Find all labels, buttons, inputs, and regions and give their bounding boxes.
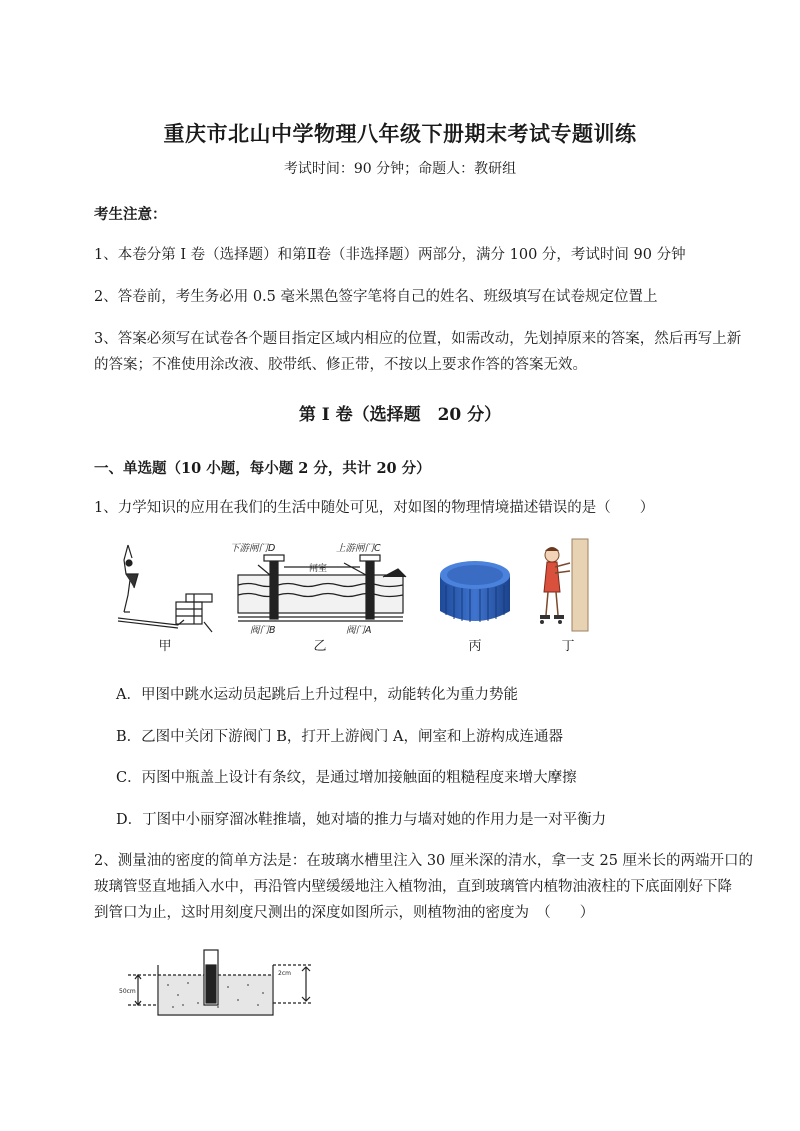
q2-stem-line-1: 2、测量油的密度的简单方法是：在玻璃水槽里注入 30 厘米深的清水，拿一支 25 厘米长的两端开口的 — [94, 853, 754, 869]
section-title: 第 I 卷（选择题 20 分） — [298, 405, 502, 425]
exam-info: 考试时间：90 分钟；命题人：教研组 — [283, 161, 517, 177]
q1-option-a[interactable]: A．甲图中跳水运动员起跳后上升过程中，动能转化为重力势能 — [116, 687, 518, 703]
figure-label-ding: 丁 — [561, 639, 575, 654]
ship-lock-figure — [228, 535, 413, 635]
valve-b-label: 阀门B — [250, 625, 276, 635]
diver-figure — [108, 540, 218, 635]
q1-option-d[interactable]: D．丁图中小丽穿溜冰鞋推墙，她对墙的推力与墙对她的作用力是一对平衡力 — [116, 812, 607, 828]
upstream-valve-label: 上游闸门C — [336, 543, 381, 554]
notice-item-1: 1、本卷分第 I 卷（选择题）和第Ⅱ卷（非选择题）两部分，满分 100 分，考试时间 90 分钟 — [94, 247, 686, 263]
figure-label-jia: 甲 — [158, 639, 172, 654]
q1-stem: 1、力学知识的应用在我们的生活中随处可见，对如图的物理情境描述错误的是（ ） — [94, 500, 655, 516]
wall-push-figure — [530, 537, 590, 635]
page-title: 重庆市北山中学物理八年级下册期末考试专题训练 — [163, 121, 637, 146]
oil-density-figure — [118, 945, 328, 1025]
notice-item-3-cont: 的答案；不准使用涂改液、胶带纸、修正带，不按以上要求作答的答案无效。 — [94, 357, 587, 373]
notice-heading: 考生注意： — [94, 206, 167, 223]
notice-item-2: 2、答卷前，考生务必用 0.5 毫米黑色签字笔将自己的姓名、班级填写在试卷规定位置上 — [94, 289, 658, 305]
gap-label: 2cm — [278, 970, 291, 977]
bottle-cap-figure — [434, 553, 516, 631]
valve-a-label: 阀门A — [346, 625, 372, 635]
notice-item-3: 3、答案必须写在试卷各个题目指定区域内相应的位置，如需改动，先划掉原来的答案，然后再写上新 — [94, 331, 742, 347]
q2-stem-line-3: 到管口为止，这时用刻度尺测出的深度如图所示，则植物油的密度为 （ ） — [94, 905, 595, 921]
q1-figure — [100, 535, 700, 660]
q2-stem-line-2: 玻璃管竖直地插入水中，再沿管内壁缓缓地注入植物油，直到玻璃管内植物油液柱的下底面刚好下降 — [94, 879, 732, 895]
figure-label-bing: 丙 — [468, 639, 482, 654]
q1-option-c[interactable]: C．丙图中瓶盖上设计有条纹，是通过增加接触面的粗糙程度来增大摩擦 — [116, 770, 577, 786]
depth-label: 50cm — [119, 988, 136, 995]
part-heading: 一、单选题（10 小题，每小题 2 分，共计 20 分） — [94, 460, 431, 477]
q1-option-b[interactable]: B．乙图中关闭下游阀门 B，打开上游阀门 A，闸室和上游构成连通器 — [116, 729, 563, 745]
figure-label-yi: 乙 — [313, 639, 327, 654]
downstream-valve-label: 下游闸门D — [230, 543, 276, 554]
lock-chamber-label: 闸室 — [308, 564, 328, 574]
